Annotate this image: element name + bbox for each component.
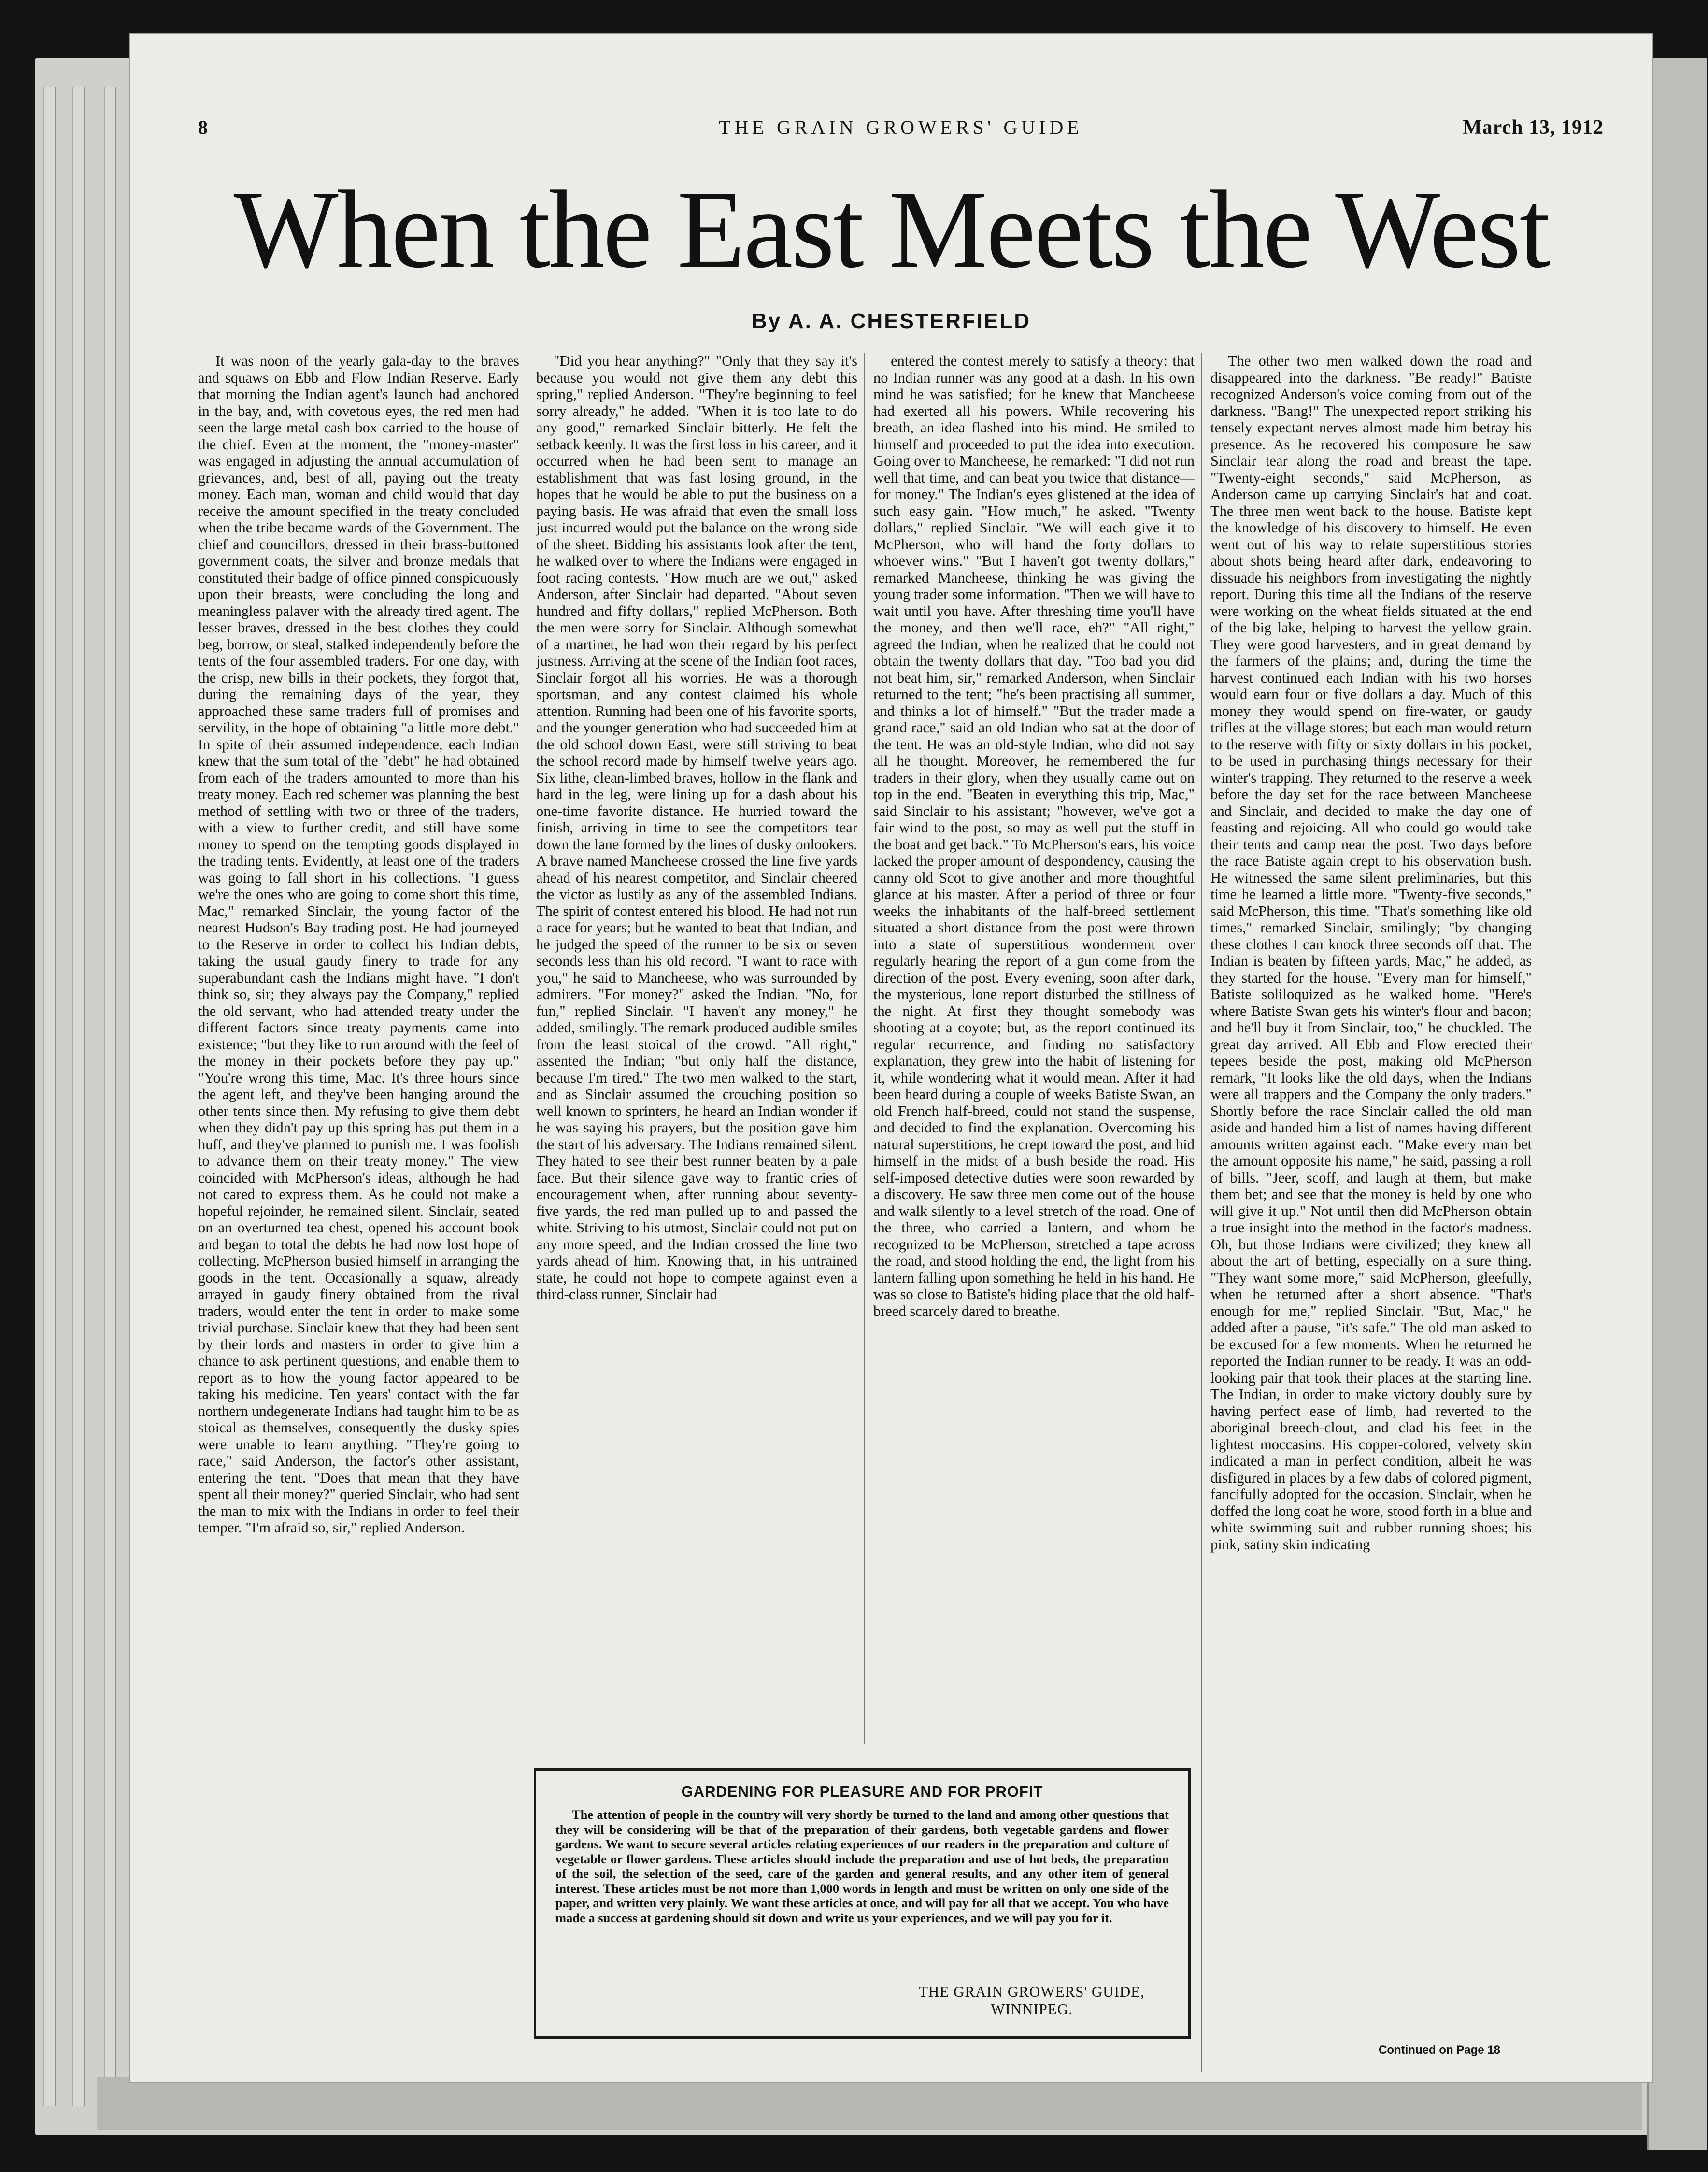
article-headline: When the East Meets the West xyxy=(233,168,1549,291)
article-column-3 xyxy=(873,353,1195,1744)
article-column-4 xyxy=(1210,353,1532,2039)
column-text: "Did you hear anything?" "Only that they say it's because you would not give them any debt this spring," replied Anderson. "They're beginning to feel sorry already," he added. "When it is too late to do any good," remarked Sinclair bitterly. He felt the setback keenly. It was the first loss in his career, and it occurred when he had been sent to manage an establishment that was fast losing ground, in the hopes that he would be able to put the business on a paying basis. He was afraid that even the small loss just incurred would put the balance on the wrong side of the sheet. Bidding his assistants look after the tent, he walked over to where the Indians were engaged in foot racing contests. "How much are we out," asked Anderson, after Sinclair had departed. "About seven hundred and fifty dollars," replied McPherson. Both the men were sorry for Sinclair. Although somewhat of a martinet, he had won their regard by his perfect justness. Arriving at the scene of the Indian foot races, Sinclair forgot all his worries. He was a thorough sportsman, and any contest claimed his whole attention. Running had been one of his favorite sports, and the younger generation who had succeeded him at the old school down East, were still striving to beat the school record made by himself twelve years ago. Six lithe, clean-limbed braves, hollow in the flank and hard in the leg, were lining up for a dash about his one-time favorite distance. He hurried toward the finish, arriving in time to see the competitors tear down the lane formed by the lines of dusky onlookers. A brave named Mancheese crossed the line five yards ahead of his nearest competitor, and Sinclair cheered the victor as lustily as any of the assembled Indians. The spirit of contest entered his blood. He had not run a race for years; but he wanted to beat that Indian, and he judged the speed of the runner to be six or seven seconds less than his old record. "I want to race with you," he said to Mancheese, who was surrounded by admirers. "For money?" asked the Indian. "No, for fun," replied Sinclair. "I haven't any money," he added, smilingly. The remark produced audible smiles from the least stoical of the crowd. "All right," assented the Indian; "but only half the distance, because I'm tired." The two men walked to the start, and as Sinclair assumed the crouching position so well known to sprinters, he heard an Indian wonder if he was saying his prayers, but the position gave him the start of his adversary. The Indians remained silent. They hated to see their best runner beaten by a pale face. But their silence gave way to frantic cries of encouragement when, after running about seventy-five yards, the red man pulled up to and passed the white. Striving to his utmost, Sinclair could not put on any more speed, and the Indian crossed the line two yards ahead of him. Knowing that, in his untrained state, he could not hope to compete against even a third-class runner, Sinclair had xyxy=(536,353,857,1302)
page-number: 8 xyxy=(198,116,212,138)
page-edge-strip xyxy=(104,87,116,2106)
notice-signature-line: WINNIPEG. xyxy=(991,2001,1073,2017)
running-head xyxy=(198,116,1604,150)
gardening-notice-box xyxy=(534,1768,1191,2039)
article-column-2 xyxy=(536,353,857,1744)
page-edge-strip xyxy=(43,87,56,2106)
article-byline: By A. A. CHESTERFIELD xyxy=(751,309,1031,333)
issue-date: March 13, 1912 xyxy=(1462,116,1604,139)
article-column-1 xyxy=(198,353,519,2072)
newspaper-page xyxy=(130,34,1652,2082)
notice-body: The attention of people in the country will very shortly be turned to the land and among other questions that they will be considering will be that of the preparation of their gardens, both vegetable gardens and flower gardens. We want to secure several articles relating experiences of our readers in the preparation and culture of vegetable or flower gardens. These articles should include the preparation and use of hot beds, the preparation of the soil, the selection of the seed, care of the garden and general results, and any other item of general interest. These articles must be not more than 1,000 words in length and must be written on only one side of the paper, and written very plainly. We want these articles at once, and will pay for all that we accept. You who have made a success at gardening should sit down and write us your experiences, and we will pay you for it. xyxy=(555,1807,1169,1925)
continued-note: Continued on Page 18 xyxy=(1378,2043,1501,2057)
page-bottom-band xyxy=(97,2077,1642,2130)
page-edge-strip xyxy=(72,87,85,2106)
column-rule xyxy=(1201,353,1202,2072)
journal-name: THE GRAIN GROWERS' GUIDE xyxy=(719,116,1083,138)
column-text: It was noon of the yearly gala-day to the braves and squaws on Ebb and Flow Indian Reserve. Early that morning the Indian agent's launch had anchored in the bay, and, with covetous eyes, the red men had seen the large metal cash box carried to the house of the chief. Even at the moment, the "money-master" was engaged in adjusting the annual accumulation of grievances, and, best of all, paying out the treaty money. Each man, woman and child would that day receive the amount specified in the treaty concluded when the tribe became wards of the Government. The chief and councillors, dressed in their brass-buttoned government coats, the silver and bronze medals that constituted their badge of office pinned conspicuously upon their breasts, were concluding the long and meaningless palaver with the already tired agent. The lesser braves, dressed in the best clothes they could beg, borrow, or steal, stalked independently before the tents of the four assembled traders. For one day, with the crisp, new bills in their pockets, they forgot that, during the remaining days of the year, they approached these same traders full of promises and servility, in the hope of obtaining "a little more debt." In spite of their assumed independence, each Indian knew that the sum total of the "debt" he had obtained from each of the traders amounted to more than his treaty money. Each red schemer was planning the best method of settling with two or three of the traders, with a view to further credit, and still have some money to spend on the tempting goods displayed in the trading tents. Evidently, at least one of the traders was going to fall short in his collections. "I guess we're the ones who are going to come short this time, Mac," remarked Sinclair, the young factor of the nearest Hudson's Bay trading post. He had journeyed to the Reserve in order to collect his Indian debts, taking the usual gaudy finery to trade for any superabundant cash the Indians might have. "I don't think so, sir; they always pay the Company," replied the old servant, who had attended treaty under the different factors since treaty payments came into existence; "but they like to run around with the feel of the money in their pockets before they pay up." "You're wrong this time, Mac. It's three hours since the agent left, and they've been hanging around the other tents since then. My refusing to give them debt when they didn't pay up this spring has put them in a huff, and they've planned to punish me. I was foolish to advance them on their treaty money." The view coincided with McPherson's ideas, although he had not cared to express them. As he could not make a hopeful rejoinder, he remained silent. Sinclair, seated on an overturned tea chest, opened his account book and began to total the debts he had now lost hope of collecting. McPherson busied himself in arranging the goods in the tent. Occasionally a squaw, already arrayed in gaudy finery obtained from the rival traders, would enter the tent in order to make some trivial purchase. Sinclair knew that they had been sent by their lords and masters in order to give him a chance to ask pertinent questions, and enable them to report as to how the young factor appeared to be taking his medicine. Ten years' contact with the far northern undegenerate Indians had taught him to be as stoical as themselves, consequently the dusky spies were unable to learn anything. "They're going to race," said Anderson, the factor's other assistant, entering the tent. "Does that mean that they have spent all their money?" queried Sinclair, who had sent the man to mix with the Indians in order to feel their temper. "I'm afraid so, sir," replied Anderson. xyxy=(198,353,519,1536)
column-text: entered the contest merely to satisfy a theory: that no Indian runner was any good at a dash. In his own mind he was satisfied; for he knew that Mancheese had exerted all his powers. While recovering his breath, an idea flashed into his mind. He smiled to himself and proceeded to put the idea into execution. Going over to Mancheese, he remarked: "I did not run well that time, and can beat you twice that distance—for money." The Indian's eyes glistened at the idea of such easy gain. "How much," he asked. "Twenty dollars," replied Sinclair. "We will each give it to McPherson, who will hand the forty dollars to whoever wins." "But I haven't got twenty dollars," remarked Mancheese, thinking he was giving the young trader some information. "Then we will have to wait until you have. After threshing time you'll have the money, and then we'll race, eh?" "All right," agreed the Indian, when he realized that he could not obtain the twenty dollars that day. "Too bad you did not beat him, sir," remarked Anderson, when Sinclair returned to the tent; "he's been practising all summer, and thinks a lot of himself." "But the trader made a grand race," said an old Indian who sat at the door of the tent. He was an old-style Indian, who did not say all he thought. Moreover, he remembered the fur traders in their glory, when they usually came out on top in the end. "Beaten in everything this trip, Mac," said Sinclair to his assistant; "however, we've got a fair wind to the post, so may as well put the stuff in the boat and get back." To McPherson's ears, his voice lacked the proper amount of despondency, causing the canny old Scot to give another and more thoughtful glance at his master. After a period of three or four weeks the inhabitants of the half-breed settlement situated a short distance from the post were thrown into a state of superstitious wonderment over regularly hearing the report of a gun come from the direction of the post. Every evening, soon after dark, the mysterious, lone report disturbed the stillness of the night. At first they thought somebody was shooting at a coyote; but, as the report continued its regular recurrence, and finding no satisfactory explanation, they grew into the habit of listening for it, while wondering what it would mean. After it had been heard during a couple of weeks Batiste Swan, an old French half-breed, could not stand the suspense, and decided to find the explanation. Overcoming his natural superstitions, he crept toward the post, and hid himself in the midst of a bush beside the road. His self-imposed detective duties were soon rewarded by a discovery. He saw three men come out of the house and walk silently to a level stretch of the road. One of the three, who carried a lantern, and whom he recognized to be McPherson, stretched a tape across the road, and stood holding the end, the light from his lantern falling upon something he held in his hand. He was so close to Batiste's hiding place that the old half-breed scarcely dared to breathe. xyxy=(873,353,1195,1319)
adjacent-page-edge xyxy=(1647,58,1707,2150)
notice-title: GARDENING FOR PLEASURE AND FOR PROFIT xyxy=(681,1783,1043,1800)
column-text: The other two men walked down the road and disappeared into the darkness. "Be ready!" Batiste recognized Anderson's voice coming from out of the darkness. "Bang!" The unexpected report striking his tensely expectant nerves almost made him betray his presence. As he recovered his composure he saw Sinclair tear along the road and breast the tape. "Twenty-eight seconds," said McPherson, as Anderson came up carrying Sinclair's hat and coat. The three men went back to the house. Batiste kept the knowledge of his discovery to himself. He even went out of his way to relate superstitious stories about shots being heard after dark, endeavoring to dissuade his neighbors from investigating the nightly report. During this time all the Indians of the reserve were working on the wheat fields situated at the end of the big lake, helping to harvest the yellow grain. They were good harvesters, and in great demand by the farmers of the plains; and, during the time the harvest continued each Indian with his two horses would earn four or five dollars a day. Much of this money they would spend on fire-water, or gaudy trifles at the village stores; but each man would return to the reserve with fifty or sixty dollars in his pocket, to be used in purchasing things necessary for their winter's trapping. They returned to the reserve a week before the day set for the race between Mancheese and Sinclair, and decided to make the day one of feasting and rejoicing. All who could go would take their tents and camp near the post. Two days before the race Batiste again crept to his observation bush. He witnessed the same silent preliminaries, but this time he learned a little more. "Twenty-five seconds," said McPherson, this time. "That's something like old times," remarked Sinclair, smilingly; "by changing these clothes I can knock three seconds off that. The Indian is beaten by fifteen yards, Mac," he added, as they started for the house. "Every man for himself," Batiste soliloquized as he walked home. "Here's where Batiste Swan gets his winter's flour and bacon; and he'll buy it from Sinclair, too," he chuckled. The great day arrived. All Ebb and Flow erected their tepees beside the post, making old McPherson remark, "It looks like the old days, when the Indians were all trappers and the Company the only traders." Shortly before the race Sinclair called the old man aside and handed him a list of names having different amounts written against each. "Make every man bet the amount opposite his name," he said, passing a roll of bills. "Jeer, scoff, and laugh at them, but make them bet; and see that the money is held by one who will give it up." Not until then did McPherson obtain a true insight into the method in the factor's madness. Oh, but those Indians were civilized; they knew all about the art of betting, especially on a sure thing. "They want some more," said McPherson, gleefully, when he returned after a short absence. "That's enough for me," replied Sinclair. "But, Mac," he added after a pause, "it's safe." The old man asked to be excused for a few moments. When he returned he reported the Indian runner to be ready. It was an odd-looking pair that took their places at the starting line. The Indian, in order to make victory doubly sure by having perfect ease of limb, had reverted to the aboriginal breech-clout, and clad his feet in the lightest moccasins. His copper-colored, velvety skin indicated a man in perfect condition, albeit he was disfigured in places by a few dabs of colored pigment, fancifully adopted for the occasion. Sinclair, when he doffed the long coat he wore, stood forth in a blue and white swimming suit and rubber running shoes; his pink, satiny skin indicating xyxy=(1210,353,1532,1553)
column-rule xyxy=(864,353,865,1744)
notice-signature xyxy=(919,1983,1145,2018)
notice-signature-line: THE GRAIN GROWERS' GUIDE, xyxy=(919,1983,1145,2000)
